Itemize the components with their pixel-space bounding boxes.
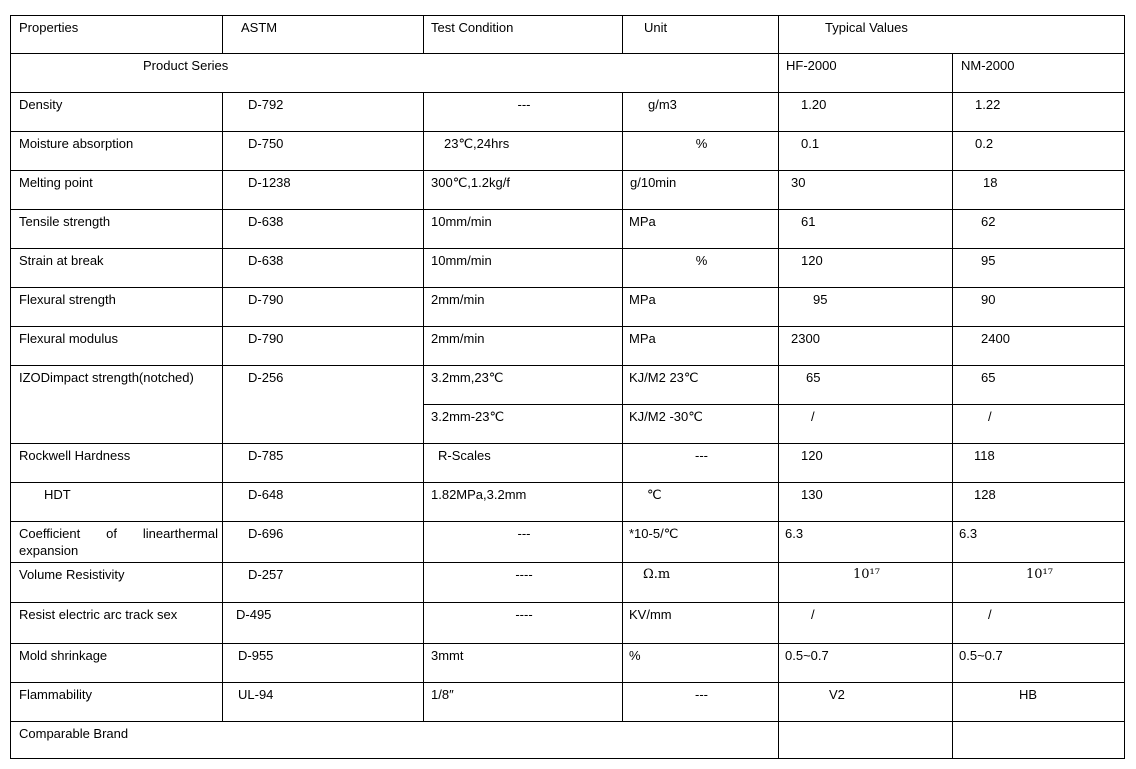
table-row-flammability bbox=[11, 683, 1125, 722]
cell-moisture-absorption-1: D-750 bbox=[223, 132, 424, 171]
cell-rockwell-hardness-2: R-Scales bbox=[424, 444, 623, 483]
cell-resist-electric-arc-track-5: / bbox=[953, 603, 1125, 644]
cell-flexural-strength-5: 90 bbox=[953, 288, 1125, 327]
cell-strain-at-break-0: Strain at break bbox=[11, 249, 223, 288]
cell-rockwell-hardness-1: D-785 bbox=[223, 444, 424, 483]
cell-flammability-5: HB bbox=[953, 683, 1125, 722]
cell-flexural-modulus-2: 2mm/min bbox=[424, 327, 623, 366]
cell-resist-electric-arc-track-2: ---- bbox=[424, 603, 623, 644]
table-row-rockwell-hardness bbox=[11, 444, 1125, 483]
cell-density-1: D-792 bbox=[223, 93, 424, 132]
cell-izod-impact-minus30c-2: / bbox=[779, 405, 953, 444]
cell-flexural-strength-0: Flexural strength bbox=[11, 288, 223, 327]
table-row-mold-shrinkage bbox=[11, 644, 1125, 683]
cell-header-4: Typical Values bbox=[779, 16, 1125, 54]
cell-mold-shrinkage-3: % bbox=[623, 644, 779, 683]
table-row-coefficient-linear-thermal-expansion bbox=[11, 522, 1125, 563]
cell-strain-at-break-1: D-638 bbox=[223, 249, 424, 288]
table-row-melting-point bbox=[11, 171, 1125, 210]
cell-density-2: --- bbox=[424, 93, 623, 132]
cell-mold-shrinkage-2: 3mmt bbox=[424, 644, 623, 683]
cell-flexural-modulus-4: 2300 bbox=[779, 327, 953, 366]
cell-density-5: 1.22 bbox=[953, 93, 1125, 132]
cell-hdt-2: 1.82MPa,3.2mm bbox=[424, 483, 623, 522]
cell-resist-electric-arc-track-1: D-495 bbox=[223, 603, 424, 644]
cell-flammability-3: --- bbox=[623, 683, 779, 722]
cell-hdt-1: D-648 bbox=[223, 483, 424, 522]
cell-coefficient-linear-thermal-expansion-3: *10-5/℃ bbox=[623, 522, 779, 563]
table-body bbox=[11, 16, 1125, 759]
table-row-hdt bbox=[11, 483, 1125, 522]
cell-flammability-2: 1/8″ bbox=[424, 683, 623, 722]
cell-header-0: Properties bbox=[11, 16, 223, 54]
cell-izod-impact-23c-0: IZODimpact strength(notched) bbox=[11, 366, 223, 444]
table-row-tensile-strength bbox=[11, 210, 1125, 249]
cell-izod-impact-minus30c-1: KJ/M2 -30℃ bbox=[623, 405, 779, 444]
cell-melting-point-4: 30 bbox=[779, 171, 953, 210]
table-row-product-series bbox=[11, 54, 1125, 93]
cell-melting-point-2: 300℃,1.2kg/f bbox=[424, 171, 623, 210]
cell-product-series-0: Product Series bbox=[11, 54, 779, 93]
table-row-comparable-brand bbox=[11, 722, 1125, 759]
table-row-resist-electric-arc-track bbox=[11, 603, 1125, 644]
cell-hdt-0: HDT bbox=[11, 483, 223, 522]
cell-moisture-absorption-0: Moisture absorption bbox=[11, 132, 223, 171]
cell-hdt-4: 130 bbox=[779, 483, 953, 522]
cell-volume-resistivity-5: 10¹⁷ bbox=[953, 563, 1125, 603]
cell-mold-shrinkage-5: 0.5~0.7 bbox=[953, 644, 1125, 683]
cell-coefficient-linear-thermal-expansion-2: --- bbox=[424, 522, 623, 563]
cell-header-3: Unit bbox=[623, 16, 779, 54]
cell-volume-resistivity-3: Ω.m bbox=[623, 563, 779, 603]
cell-mold-shrinkage-1: D-955 bbox=[223, 644, 424, 683]
cell-volume-resistivity-2: ---- bbox=[424, 563, 623, 603]
cell-melting-point-5: 18 bbox=[953, 171, 1125, 210]
table-row-strain-at-break bbox=[11, 249, 1125, 288]
table-row-volume-resistivity bbox=[11, 563, 1125, 603]
cell-header-2: Test Condition bbox=[424, 16, 623, 54]
cell-izod-impact-minus30c-3: / bbox=[953, 405, 1125, 444]
cell-rockwell-hardness-3: --- bbox=[623, 444, 779, 483]
cell-comparable-brand-0: Comparable Brand bbox=[11, 722, 779, 759]
cell-flexural-strength-4: 95 bbox=[779, 288, 953, 327]
cell-flexural-modulus-1: D-790 bbox=[223, 327, 424, 366]
cell-moisture-absorption-2: 23℃,24hrs bbox=[424, 132, 623, 171]
cell-tensile-strength-3: MPa bbox=[623, 210, 779, 249]
cell-coefficient-linear-thermal-expansion-1: D-696 bbox=[223, 522, 424, 563]
cell-comparable-brand-1 bbox=[779, 722, 953, 759]
cell-flammability-4: V2 bbox=[779, 683, 953, 722]
cell-header-1: ASTM bbox=[223, 16, 424, 54]
cell-coefficient-linear-thermal-expansion-0: Coefficient of linearthermal expansion bbox=[11, 522, 223, 563]
table-row-density bbox=[11, 93, 1125, 132]
cell-melting-point-1: D-1238 bbox=[223, 171, 424, 210]
cell-flexural-modulus-5: 2400 bbox=[953, 327, 1125, 366]
cell-izod-impact-23c-3: KJ/M2 23℃ bbox=[623, 366, 779, 405]
cell-flammability-1: UL-94 bbox=[223, 683, 424, 722]
cell-comparable-brand-2 bbox=[953, 722, 1125, 759]
cell-flexural-strength-2: 2mm/min bbox=[424, 288, 623, 327]
cell-strain-at-break-2: 10mm/min bbox=[424, 249, 623, 288]
cell-tensile-strength-1: D-638 bbox=[223, 210, 424, 249]
table-row-header bbox=[11, 16, 1125, 54]
properties-table bbox=[10, 15, 1125, 759]
cell-resist-electric-arc-track-0: Resist electric arc track sex bbox=[11, 603, 223, 644]
cell-volume-resistivity-0: Volume Resistivity bbox=[11, 563, 223, 603]
cell-izod-impact-23c-2: 3.2mm,23℃ bbox=[424, 366, 623, 405]
cell-mold-shrinkage-0: Mold shrinkage bbox=[11, 644, 223, 683]
cell-rockwell-hardness-0: Rockwell Hardness bbox=[11, 444, 223, 483]
cell-izod-impact-23c-4: 65 bbox=[779, 366, 953, 405]
cell-flexural-modulus-3: MPa bbox=[623, 327, 779, 366]
cell-volume-resistivity-1: D-257 bbox=[223, 563, 424, 603]
cell-flexural-strength-3: MPa bbox=[623, 288, 779, 327]
cell-product-series-1: HF-2000 bbox=[779, 54, 953, 93]
cell-flexural-strength-1: D-790 bbox=[223, 288, 424, 327]
cell-hdt-5: 128 bbox=[953, 483, 1125, 522]
cell-melting-point-0: Melting point bbox=[11, 171, 223, 210]
cell-moisture-absorption-3: % bbox=[623, 132, 779, 171]
cell-coefficient-linear-thermal-expansion-4: 6.3 bbox=[779, 522, 953, 563]
cell-tensile-strength-0: Tensile strength bbox=[11, 210, 223, 249]
cell-strain-at-break-5: 95 bbox=[953, 249, 1125, 288]
cell-mold-shrinkage-4: 0.5~0.7 bbox=[779, 644, 953, 683]
table-row-moisture-absorption bbox=[11, 132, 1125, 171]
cell-rockwell-hardness-5: 118 bbox=[953, 444, 1125, 483]
cell-strain-at-break-3: % bbox=[623, 249, 779, 288]
cell-tensile-strength-2: 10mm/min bbox=[424, 210, 623, 249]
cell-flammability-0: Flammability bbox=[11, 683, 223, 722]
cell-volume-resistivity-4: 10¹⁷ bbox=[779, 563, 953, 603]
cell-moisture-absorption-5: 0.2 bbox=[953, 132, 1125, 171]
cell-moisture-absorption-4: 0.1 bbox=[779, 132, 953, 171]
cell-density-3: g/m3 bbox=[623, 93, 779, 132]
cell-rockwell-hardness-4: 120 bbox=[779, 444, 953, 483]
cell-izod-impact-minus30c-0: 3.2mm-23℃ bbox=[424, 405, 623, 444]
cell-melting-point-3: g/10min bbox=[623, 171, 779, 210]
cell-coefficient-linear-thermal-expansion-5: 6.3 bbox=[953, 522, 1125, 563]
cell-tensile-strength-4: 61 bbox=[779, 210, 953, 249]
cell-resist-electric-arc-track-3: KV/mm bbox=[623, 603, 779, 644]
cell-izod-impact-23c-1: D-256 bbox=[223, 366, 424, 444]
cell-hdt-3: ℃ bbox=[623, 483, 779, 522]
table-row-izod-impact-23c bbox=[11, 366, 1125, 405]
cell-resist-electric-arc-track-4: / bbox=[779, 603, 953, 644]
cell-density-0: Density bbox=[11, 93, 223, 132]
cell-product-series-2: NM-2000 bbox=[953, 54, 1125, 93]
cell-strain-at-break-4: 120 bbox=[779, 249, 953, 288]
cell-izod-impact-23c-5: 65 bbox=[953, 366, 1125, 405]
cell-density-4: 1.20 bbox=[779, 93, 953, 132]
table-row-flexural-modulus bbox=[11, 327, 1125, 366]
cell-flexural-modulus-0: Flexural modulus bbox=[11, 327, 223, 366]
cell-tensile-strength-5: 62 bbox=[953, 210, 1125, 249]
table-row-flexural-strength bbox=[11, 288, 1125, 327]
